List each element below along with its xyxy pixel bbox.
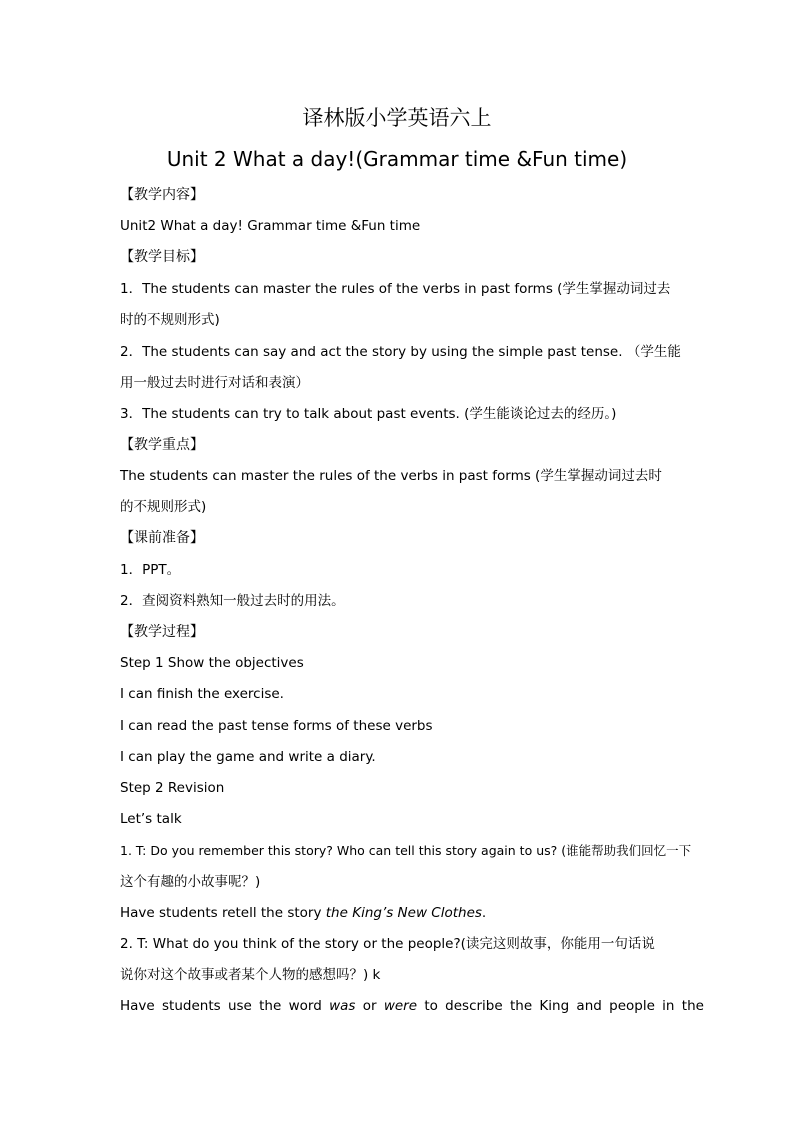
key-points-line-1: The students can master the rules of the verbs in past forms (学生掌握动词过去时	[120, 468, 662, 484]
retell-suffix: .	[481, 905, 487, 921]
story-title: the King’s New Clothes	[325, 905, 482, 921]
word-was: was	[329, 998, 356, 1014]
objective-2-line-1: 2．The students can say and act the story by using the simple past tense. （学生能	[120, 344, 681, 360]
objective-2-line-2: 用一般过去时进行对话和表演）	[120, 375, 309, 391]
objective-item-b: I can read the past tense forms of these verbs	[120, 718, 433, 734]
question-2-line-2: 说你对这个故事或者某个人物的感想吗？) k	[120, 967, 381, 983]
step-2-title: Step 2 Revision	[120, 780, 225, 796]
objective-item-a: I can finish the exercise.	[120, 686, 284, 702]
content-heading: 【教学内容】	[120, 187, 204, 203]
objectives-heading: 【教学目标】	[120, 249, 204, 265]
use-or: or	[355, 998, 384, 1014]
use-prefix: Have students use the word	[120, 998, 330, 1014]
preparation-item-2: 2．查阅资料熟知一般过去时的用法。	[120, 593, 345, 609]
key-points-line-2: 的不规则形式)	[120, 499, 207, 515]
process-heading: 【教学过程】	[120, 624, 204, 640]
objective-item-c: I can play the game and write a diary.	[120, 749, 376, 765]
step-1-title: Step 1 Show the objectives	[120, 655, 304, 671]
objective-1-line-2: 时的不规则形式)	[120, 312, 220, 328]
document-subtitle: Unit 2 What a day!(Grammar time &Fun time)	[166, 147, 628, 171]
use-suffix: to describe the King and people in the	[417, 998, 704, 1014]
question-1-line-1: 1. T: Do you remember this story? Who can tell this story again to us? (谁能帮助我们回忆一下	[120, 843, 692, 858]
key-points-heading: 【教学重点】	[120, 437, 204, 453]
question-2-line-1: 2. T: What do you think of the story or the people?(读完这则故事，你能用一句话说	[120, 936, 655, 952]
document-title: 译林版小学英语六上	[302, 106, 492, 130]
retell-instruction	[120, 903, 675, 923]
use-word-instruction	[120, 996, 704, 1016]
retell-prefix: Have students retell the story	[120, 905, 326, 921]
question-1-line-2: 这个有趣的小故事呢？)	[120, 874, 261, 890]
preparation-item-1: 1．PPT。	[120, 562, 181, 578]
lets-talk-label: Let’s talk	[120, 811, 182, 827]
preparation-heading: 【课前准备】	[120, 530, 204, 546]
word-were: were	[383, 998, 418, 1014]
objective-3: 3．The students can try to talk about past events. (学生能谈论过去的经历。)	[120, 406, 617, 422]
content-text: Unit2 What a day! Grammar time &Fun time	[120, 218, 421, 234]
objective-1-line-1: 1．The students can master the rules of the verbs in past forms (学生掌握动词过去	[120, 281, 671, 297]
